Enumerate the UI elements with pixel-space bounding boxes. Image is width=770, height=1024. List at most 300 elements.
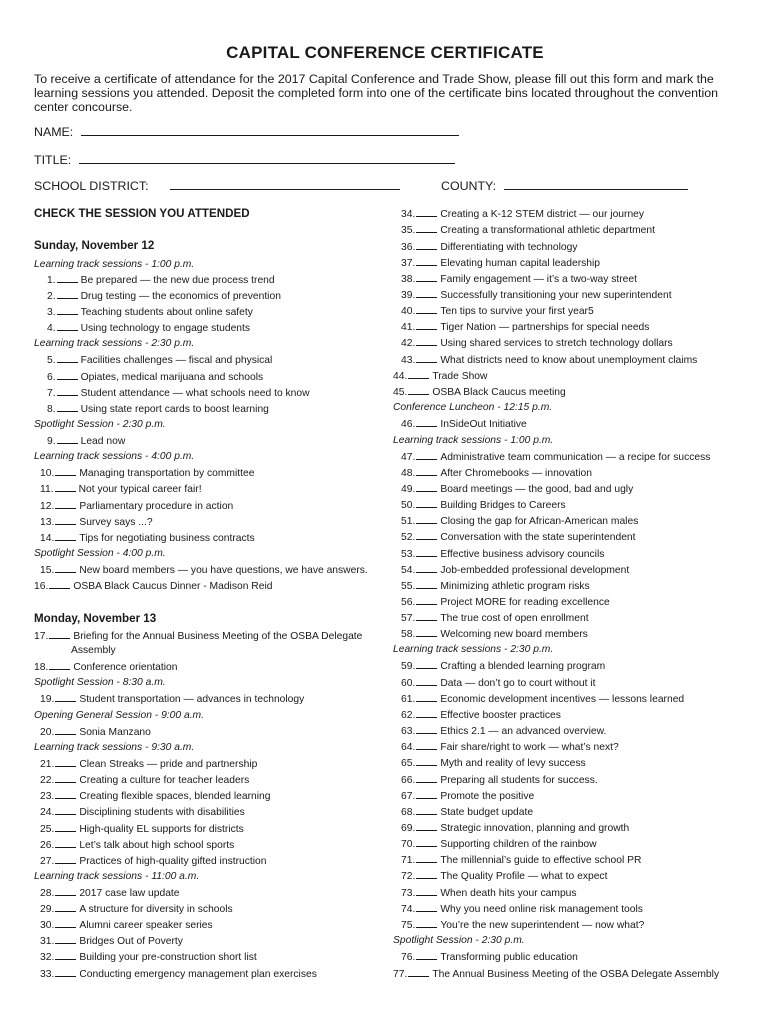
checkbox-blank[interactable] (416, 790, 437, 799)
session-item[interactable] (401, 870, 607, 883)
checkbox-blank[interactable] (416, 273, 437, 282)
checkbox-blank[interactable] (57, 371, 78, 380)
session-item[interactable] (401, 515, 638, 528)
session-number: 62. (401, 710, 416, 721)
session-number: 42. (401, 338, 416, 349)
session-item[interactable] (40, 467, 254, 480)
session-item[interactable] (34, 580, 273, 593)
checkbox-blank[interactable] (416, 660, 437, 669)
checkbox-blank[interactable] (49, 661, 70, 670)
checkbox-blank[interactable] (49, 630, 70, 639)
session-title: InSideOut Initiative (440, 419, 527, 430)
checkbox-blank[interactable] (416, 725, 437, 734)
session-item[interactable] (401, 725, 606, 738)
session-item[interactable] (393, 370, 487, 383)
session-title: Building your pre-construction short list (79, 952, 257, 963)
checkbox-blank[interactable] (55, 500, 76, 509)
session-item[interactable] (401, 321, 649, 334)
session-title: Student transportation — advances in technology (79, 694, 305, 705)
checkbox-blank[interactable] (55, 790, 76, 799)
session-title: Myth and reality of levy success (440, 758, 586, 769)
session-time-label: Learning track sessions - 4:00 p.m. (34, 451, 195, 462)
checkbox-blank[interactable] (416, 774, 437, 783)
checkbox-blank[interactable] (55, 467, 76, 476)
session-item[interactable] (47, 274, 275, 287)
session-item[interactable] (40, 790, 271, 803)
session-item[interactable] (40, 483, 202, 496)
session-number: 74. (401, 904, 416, 915)
checkbox-blank[interactable] (55, 855, 76, 864)
session-number: 61. (401, 694, 416, 705)
session-item[interactable] (40, 903, 233, 916)
name-field[interactable] (34, 125, 459, 139)
session-item[interactable] (40, 887, 180, 900)
session-item[interactable] (401, 257, 600, 270)
session-number: 23. (40, 791, 55, 802)
session-item[interactable] (401, 951, 578, 964)
session-item[interactable] (401, 660, 605, 673)
session-item[interactable] (401, 580, 590, 593)
checkbox-blank[interactable] (416, 741, 437, 750)
checkbox-blank[interactable] (55, 887, 76, 896)
session-time-label: Spotlight Session - 8:30 a.m. (34, 677, 166, 688)
session-item[interactable] (401, 337, 673, 350)
session-item[interactable] (401, 887, 577, 900)
session-number: 68. (401, 807, 416, 818)
session-item[interactable] (401, 596, 610, 609)
session-number: 73. (401, 888, 416, 899)
session-item[interactable] (401, 483, 633, 496)
session-time-label: Learning track sessions - 1:00 p.m. (34, 259, 195, 270)
session-item[interactable] (40, 564, 368, 577)
session-number: 34. (401, 209, 416, 220)
section-heading: CHECK THE SESSION YOU ATTENDED (34, 207, 250, 220)
session-number: 58. (401, 629, 416, 640)
session-item[interactable] (401, 354, 697, 367)
checkbox-blank[interactable] (416, 580, 437, 589)
session-item[interactable] (47, 387, 310, 400)
session-title: The Quality Profile — what to expect (440, 871, 608, 882)
title-line[interactable] (79, 154, 455, 164)
session-number: 24. (40, 807, 55, 818)
session-item[interactable] (401, 499, 566, 512)
session-item[interactable] (401, 564, 629, 577)
session-item[interactable] (393, 968, 719, 981)
checkbox-blank[interactable] (55, 903, 76, 912)
session-number: 32. (40, 952, 55, 963)
session-number: 39. (401, 290, 416, 301)
session-item[interactable] (401, 774, 598, 787)
session-title: A structure for diversity in schools (79, 904, 233, 915)
checkbox-blank[interactable] (416, 677, 437, 686)
session-item[interactable] (401, 273, 637, 286)
session-item[interactable] (40, 839, 234, 852)
checkbox-blank[interactable] (416, 257, 437, 266)
session-title: Using state report cards to boost learning (80, 404, 269, 415)
session-title: Preparing all students for success. (440, 775, 598, 786)
session-item[interactable] (40, 532, 255, 545)
session-number: 69. (401, 823, 416, 834)
checkbox-blank[interactable] (55, 951, 76, 960)
session-item[interactable] (401, 790, 534, 803)
checkbox-blank[interactable] (408, 968, 429, 977)
session-number: 7. (47, 388, 56, 399)
session-number: 15. (40, 565, 55, 576)
session-item[interactable] (40, 951, 257, 964)
session-item[interactable] (40, 806, 245, 819)
school-district-label: SCHOOL DISTRICT: (34, 179, 149, 193)
session-title: Differentiating with technology (440, 242, 578, 253)
session-item[interactable] (47, 403, 269, 416)
county-label: COUNTY: (441, 179, 497, 193)
session-title: New board members — you have questions, we have answers. (79, 565, 368, 576)
checkbox-blank[interactable] (408, 386, 429, 395)
session-title: Conducting emergency management plan exercises (79, 969, 317, 980)
session-item[interactable] (401, 628, 588, 641)
session-item[interactable] (40, 726, 151, 739)
checkbox-blank[interactable] (416, 531, 437, 540)
session-number: 29. (40, 904, 55, 915)
title-field[interactable] (34, 153, 455, 167)
session-item[interactable] (401, 305, 594, 318)
session-item[interactable] (401, 612, 589, 625)
session-item[interactable] (401, 241, 578, 254)
checkbox-blank[interactable] (416, 354, 437, 363)
session-title: Teaching students about online safety (80, 307, 253, 318)
checkbox-blank[interactable] (416, 709, 437, 718)
checkbox-blank[interactable] (416, 596, 437, 605)
checkbox-blank[interactable] (57, 322, 78, 331)
session-number: 76. (401, 952, 416, 963)
checkbox-blank[interactable] (55, 483, 76, 492)
session-item[interactable] (40, 693, 304, 706)
session-item[interactable] (40, 758, 257, 771)
session-title: Creating a transformational athletic department (440, 225, 655, 236)
session-title: OSBA Black Caucus meeting (432, 387, 566, 398)
session-time-label: Spotlight Session - 2:30 p.m. (393, 935, 525, 946)
session-time-label: Opening General Session - 9:00 a.m. (34, 710, 204, 721)
session-item[interactable] (47, 290, 281, 303)
session-number: 8. (47, 404, 56, 415)
session-number: 2. (47, 291, 56, 302)
session-title: Opiates, medical marijuana and schools (80, 372, 264, 383)
session-item[interactable] (40, 855, 266, 868)
school-district-line[interactable] (170, 180, 400, 190)
session-number: 57. (401, 613, 416, 624)
session-title: The Annual Business Meeting of the OSBA Delegate Assembly (432, 969, 720, 980)
session-number: 60. (401, 678, 416, 689)
county-line[interactable] (504, 180, 688, 190)
session-item[interactable] (47, 354, 272, 367)
checkbox-blank[interactable] (416, 224, 437, 233)
session-number: 18. (34, 662, 49, 673)
session-title: Project MORE for reading excellence (440, 597, 610, 608)
intro-paragraph: To receive a certificate of attendance for the 2017 Capital Conference and Trade Show, please fill out this form and mark the learning sessions you attended. Deposit the completed form into one of the certificate bins located throughout the convention center concourse. (34, 72, 718, 114)
checkbox-blank[interactable] (416, 693, 437, 702)
session-title: Not your typical career fair! (78, 484, 202, 495)
session-title: Successfully transitioning your new superintendent (440, 290, 672, 301)
session-item[interactable] (401, 467, 592, 480)
checkbox-blank[interactable] (57, 435, 78, 444)
session-item[interactable] (401, 224, 655, 237)
session-number: 40. (401, 306, 416, 317)
checkbox-blank[interactable] (416, 951, 437, 960)
session-title: Administrative team communication — a recipe for success (440, 452, 711, 463)
session-title: Job-embedded professional development (440, 565, 630, 576)
checkbox-blank[interactable] (55, 758, 76, 767)
session-number: 12. (40, 501, 55, 512)
session-item[interactable] (401, 451, 710, 464)
session-item[interactable] (401, 838, 597, 851)
session-number: 45. (393, 387, 408, 398)
checkbox-blank[interactable] (416, 903, 437, 912)
session-number: 33. (40, 969, 55, 980)
session-title: Disciplining students with disabilities (79, 807, 245, 818)
session-item[interactable] (34, 630, 362, 643)
session-number: 36. (401, 242, 416, 253)
session-item[interactable] (401, 919, 644, 932)
name-line[interactable] (81, 126, 459, 136)
checkbox-blank[interactable] (55, 726, 76, 735)
session-number: 25. (40, 824, 55, 835)
session-item[interactable] (393, 386, 566, 399)
session-number: 59. (401, 661, 416, 672)
session-item[interactable] (47, 371, 263, 384)
section-heading: Sunday, November 12 (34, 239, 155, 252)
checkbox-blank[interactable] (416, 548, 437, 557)
school-district-field[interactable] (34, 179, 400, 193)
checkbox-blank[interactable] (57, 387, 78, 396)
session-number: 71. (401, 855, 416, 866)
session-title: Creating a K-12 STEM district — our journey (440, 209, 645, 220)
checkbox-blank[interactable] (55, 564, 76, 573)
checkbox-blank[interactable] (57, 354, 78, 363)
session-number: 14. (40, 533, 55, 544)
session-item[interactable] (401, 854, 641, 867)
session-title: Closing the gap for African-American males (440, 516, 639, 527)
session-number: 77. (393, 969, 408, 980)
checkbox-blank[interactable] (55, 919, 76, 928)
session-number: 17. (34, 631, 49, 642)
checkbox-blank[interactable] (55, 968, 76, 977)
session-item[interactable] (40, 516, 153, 529)
session-title: You’re the new superintendent — now what? (440, 920, 645, 931)
session-time-label: Learning track sessions - 11:00 a.m. (34, 871, 200, 882)
session-title: Elevating human capital leadership (440, 258, 601, 269)
checkbox-blank[interactable] (55, 806, 76, 815)
checkbox-blank[interactable] (416, 822, 437, 831)
session-title: Be prepared — the new due process trend (80, 275, 275, 286)
session-time-label: Spotlight Session - 4:00 p.m. (34, 548, 166, 559)
checkbox-blank[interactable] (55, 935, 76, 944)
session-text-continued: Assembly (71, 645, 116, 656)
session-number: 47. (401, 452, 416, 463)
checkbox-blank[interactable] (416, 887, 437, 896)
session-time-label: Spotlight Session - 2:30 p.m. (34, 419, 166, 430)
checkbox-blank[interactable] (416, 806, 437, 815)
session-title: Minimizing athletic program risks (440, 581, 590, 592)
checkbox-blank[interactable] (416, 337, 437, 346)
session-item[interactable] (401, 677, 595, 690)
session-title: 2017 case law update (79, 888, 180, 899)
checkbox-blank[interactable] (416, 564, 437, 573)
session-number: 41. (401, 322, 416, 333)
session-item[interactable] (401, 531, 636, 544)
name-label: NAME: (34, 125, 74, 139)
session-item[interactable] (401, 806, 533, 819)
session-number: 55. (401, 581, 416, 592)
checkbox-blank[interactable] (416, 757, 437, 766)
checkbox-blank[interactable] (416, 289, 437, 298)
session-title: Board meetings — the good, bad and ugly (440, 484, 634, 495)
checkbox-blank[interactable] (416, 208, 437, 217)
session-item[interactable] (40, 823, 244, 836)
checkbox-blank[interactable] (416, 305, 437, 314)
session-title: Parliamentary procedure in action (79, 501, 234, 512)
session-item[interactable] (401, 208, 644, 221)
session-item[interactable] (401, 903, 643, 916)
checkbox-blank[interactable] (416, 467, 437, 476)
session-number: 44. (393, 371, 408, 382)
checkbox-blank[interactable] (57, 306, 78, 315)
session-number: 9. (47, 436, 56, 447)
session-title: After Chromebooks — innovation (440, 468, 592, 479)
session-title: High-quality EL supports for districts (79, 824, 244, 835)
checkbox-blank[interactable] (416, 483, 437, 492)
session-item[interactable] (401, 709, 561, 722)
session-number: 30. (40, 920, 55, 931)
session-title: When death hits your campus (440, 888, 577, 899)
session-title: Alumni career speaker series (79, 920, 213, 931)
session-number: 28. (40, 888, 55, 899)
session-title: Conference orientation (73, 662, 178, 673)
session-number: 38. (401, 274, 416, 285)
session-item[interactable] (40, 774, 249, 787)
session-number: 46. (401, 419, 416, 430)
session-number: 67. (401, 791, 416, 802)
checkbox-blank[interactable] (416, 321, 437, 330)
session-item[interactable] (401, 741, 619, 754)
session-item[interactable] (401, 418, 527, 431)
session-title: Conversation with the state superintendent (440, 532, 636, 543)
session-item[interactable] (401, 757, 586, 770)
session-item[interactable] (40, 968, 317, 981)
checkbox-blank[interactable] (57, 290, 78, 299)
session-item[interactable] (47, 306, 253, 319)
session-item[interactable] (401, 693, 684, 706)
checkbox-blank[interactable] (416, 612, 437, 621)
session-title: Lead now (80, 436, 126, 447)
session-number: 54. (401, 565, 416, 576)
session-number: 49. (401, 484, 416, 495)
checkbox-blank[interactable] (55, 839, 76, 848)
session-title: Effective business advisory councils (440, 549, 605, 560)
session-time-label: Learning track sessions - 2:30 p.m. (34, 338, 195, 349)
session-number: 52. (401, 532, 416, 543)
checkbox-blank[interactable] (55, 823, 76, 832)
session-title: The millennial’s guide to effective school PR (440, 855, 642, 866)
session-number: 1. (47, 275, 56, 286)
session-number: 43. (401, 355, 416, 366)
session-item[interactable] (401, 548, 604, 561)
session-number: 51. (401, 516, 416, 527)
session-title: Supporting children of the rainbow (440, 839, 597, 850)
checkbox-blank[interactable] (57, 274, 78, 283)
session-number: 11. (40, 484, 54, 495)
checkbox-blank[interactable] (55, 532, 76, 541)
session-item[interactable] (40, 935, 183, 948)
session-item[interactable] (40, 919, 213, 932)
session-time-label: Learning track sessions - 1:00 p.m. (393, 435, 554, 446)
checkbox-blank[interactable] (416, 628, 437, 637)
session-time-label: Learning track sessions - 9:30 a.m. (34, 742, 195, 753)
session-item[interactable] (47, 435, 125, 448)
checkbox-blank[interactable] (55, 774, 76, 783)
session-title: Practices of high-quality gifted instruction (79, 856, 267, 867)
session-item[interactable] (401, 289, 672, 302)
session-title: Fair share/right to work — what’s next? (440, 742, 619, 753)
session-number: 35. (401, 225, 416, 236)
county-field[interactable] (441, 179, 688, 193)
session-number: 70. (401, 839, 416, 850)
session-title: OSBA Black Caucus Dinner - Madison Reid (73, 581, 273, 592)
session-number: 22. (40, 775, 55, 786)
checkbox-blank[interactable] (408, 370, 429, 379)
session-title: Creating flexible spaces, blended learning (79, 791, 271, 802)
session-number: 63. (401, 726, 416, 737)
session-number: 21. (40, 759, 55, 770)
checkbox-blank[interactable] (416, 870, 437, 879)
checkbox-blank[interactable] (416, 919, 437, 928)
session-time-label: Conference Luncheon - 12:15 p.m. (393, 402, 553, 413)
checkbox-blank[interactable] (416, 515, 437, 524)
session-title: State budget update (440, 807, 534, 818)
session-item[interactable] (40, 500, 233, 513)
session-item[interactable] (47, 322, 250, 335)
checkbox-blank[interactable] (416, 499, 437, 508)
session-title: Facilities challenges — fiscal and physical (80, 355, 273, 366)
session-number: 50. (401, 500, 416, 511)
session-title: Family engagement — it’s a two-way street (440, 274, 637, 285)
session-title: Welcoming new board members (440, 629, 588, 640)
session-item[interactable] (34, 661, 178, 674)
session-title: Drug testing — the economics of prevention (80, 291, 281, 302)
session-title: Using technology to engage students (80, 323, 251, 334)
session-title: Student attendance — what schools need to know (80, 388, 310, 399)
checkbox-blank[interactable] (416, 418, 437, 427)
session-number: 75. (401, 920, 416, 931)
session-title: Tips for negotiating business contracts (79, 533, 255, 544)
checkbox-blank[interactable] (55, 516, 76, 525)
session-number: 13. (40, 517, 55, 528)
checkbox-blank[interactable] (57, 403, 78, 412)
session-number: 16. (34, 581, 49, 592)
session-number: 3. (47, 307, 56, 318)
session-title: Ten tips to survive your first year5 (440, 306, 594, 317)
session-number: 6. (47, 372, 56, 383)
checkbox-blank[interactable] (416, 854, 437, 863)
session-item[interactable] (401, 822, 629, 835)
checkbox-blank[interactable] (416, 241, 437, 250)
checkbox-blank[interactable] (416, 838, 437, 847)
checkbox-blank[interactable] (49, 580, 70, 589)
session-title: Briefing for the Annual Business Meeting of the OSBA Delegate (73, 631, 363, 642)
checkbox-blank[interactable] (416, 451, 437, 460)
session-number: 64. (401, 742, 416, 753)
checkbox-blank[interactable] (55, 693, 76, 702)
session-title: Ethics 2.1 — an advanced overview. (440, 726, 607, 737)
session-title: Creating a culture for teacher leaders (79, 775, 250, 786)
